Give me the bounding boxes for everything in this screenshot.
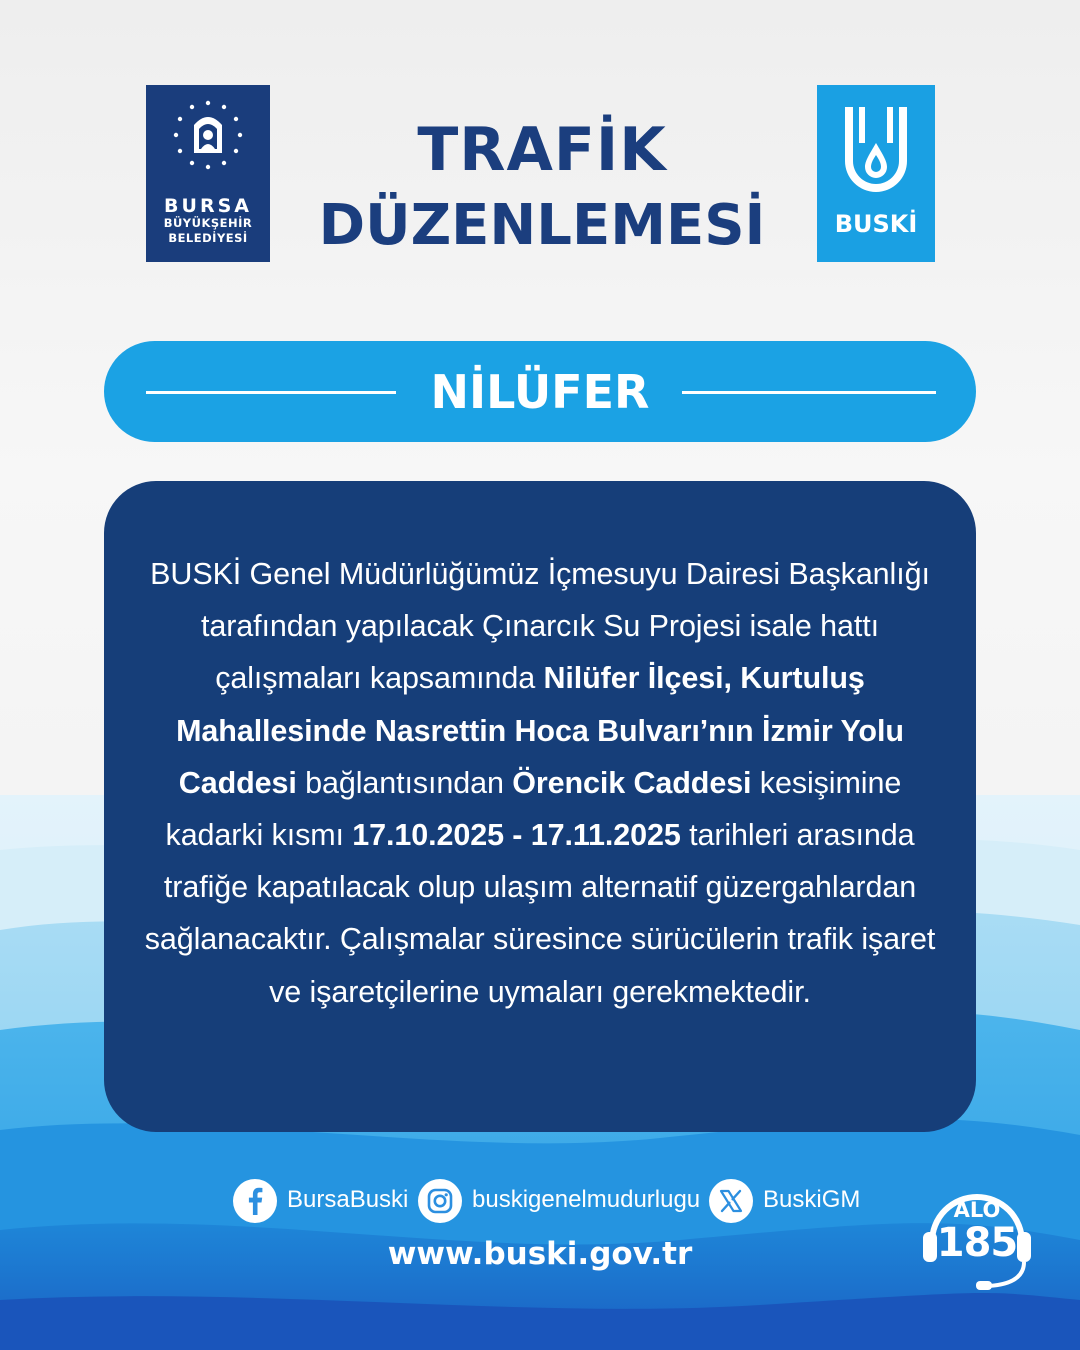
website-link[interactable]: www.buski.gov.tr bbox=[387, 1236, 693, 1272]
notice-segment: kesişimine kadarki kısmı bbox=[165, 765, 902, 853]
district-banner bbox=[104, 341, 976, 442]
instagram-label: buskigenelmudurlugu bbox=[472, 1186, 701, 1213]
facebook-label: BursaBuski bbox=[287, 1186, 409, 1213]
notice-segment: tarihleri arasında trafiğe kapatılacak olup ulaşım alternatif güzergahlardan sağlanacaktır. Çalışmalar süresince sürücülerin trafik işaret ve işaretçilerine uymaları gerekmektedir. bbox=[144, 818, 936, 1009]
notice-text bbox=[126, 548, 954, 1018]
buski-logo bbox=[817, 85, 935, 262]
notice-segment: BUSKİ Genel Müdürlüğümüz İçmesuyu Dairesi Başkanlığı tarafından yapılacak Çınarcık Su Projesi isale hattı çalışmaları kapsamında bbox=[150, 557, 930, 696]
bursa-logo-line3: BELEDİYESİ bbox=[168, 231, 248, 245]
hotline-number: 185 bbox=[936, 1220, 1018, 1266]
notice-segment-bold: Örencik Caddesi bbox=[512, 765, 752, 800]
notice-segment-bold: Nilüfer İlçesi, Kurtuluş Mahallesinde Nasrettin Hoca Bulvarı’nın İzmir Yolu Caddesi bbox=[176, 661, 904, 800]
notice-segment: bağlantısından bbox=[296, 765, 513, 800]
bursa-logo-line2: BÜYÜKŞEHİR bbox=[163, 216, 253, 230]
bursa-buyuksehir-logo bbox=[146, 85, 270, 262]
notice-box bbox=[104, 481, 976, 1132]
district-divider-right bbox=[682, 391, 936, 394]
title-line1: TRAFİK bbox=[417, 115, 667, 185]
facebook-icon bbox=[233, 1179, 277, 1223]
title-line2: DÜZENLEMESİ bbox=[318, 193, 766, 258]
buski-drop-icon bbox=[839, 103, 913, 203]
buski-logo-label: BUSKİ bbox=[834, 210, 918, 238]
x-icon bbox=[709, 1179, 753, 1223]
district-name: NİLÜFER bbox=[430, 365, 650, 419]
x-label: BuskiGM bbox=[763, 1186, 861, 1213]
bursa-logo-line1: BURSA bbox=[164, 195, 252, 217]
notice-segment-bold: 17.10.2025 - 17.11.2025 bbox=[352, 818, 681, 853]
page-title bbox=[286, 112, 798, 264]
alo-185-hotline bbox=[918, 1172, 1036, 1296]
bursa-emblem-icon bbox=[164, 95, 252, 191]
hotline-line1: ALO bbox=[953, 1198, 1001, 1222]
instagram-icon bbox=[418, 1179, 462, 1223]
